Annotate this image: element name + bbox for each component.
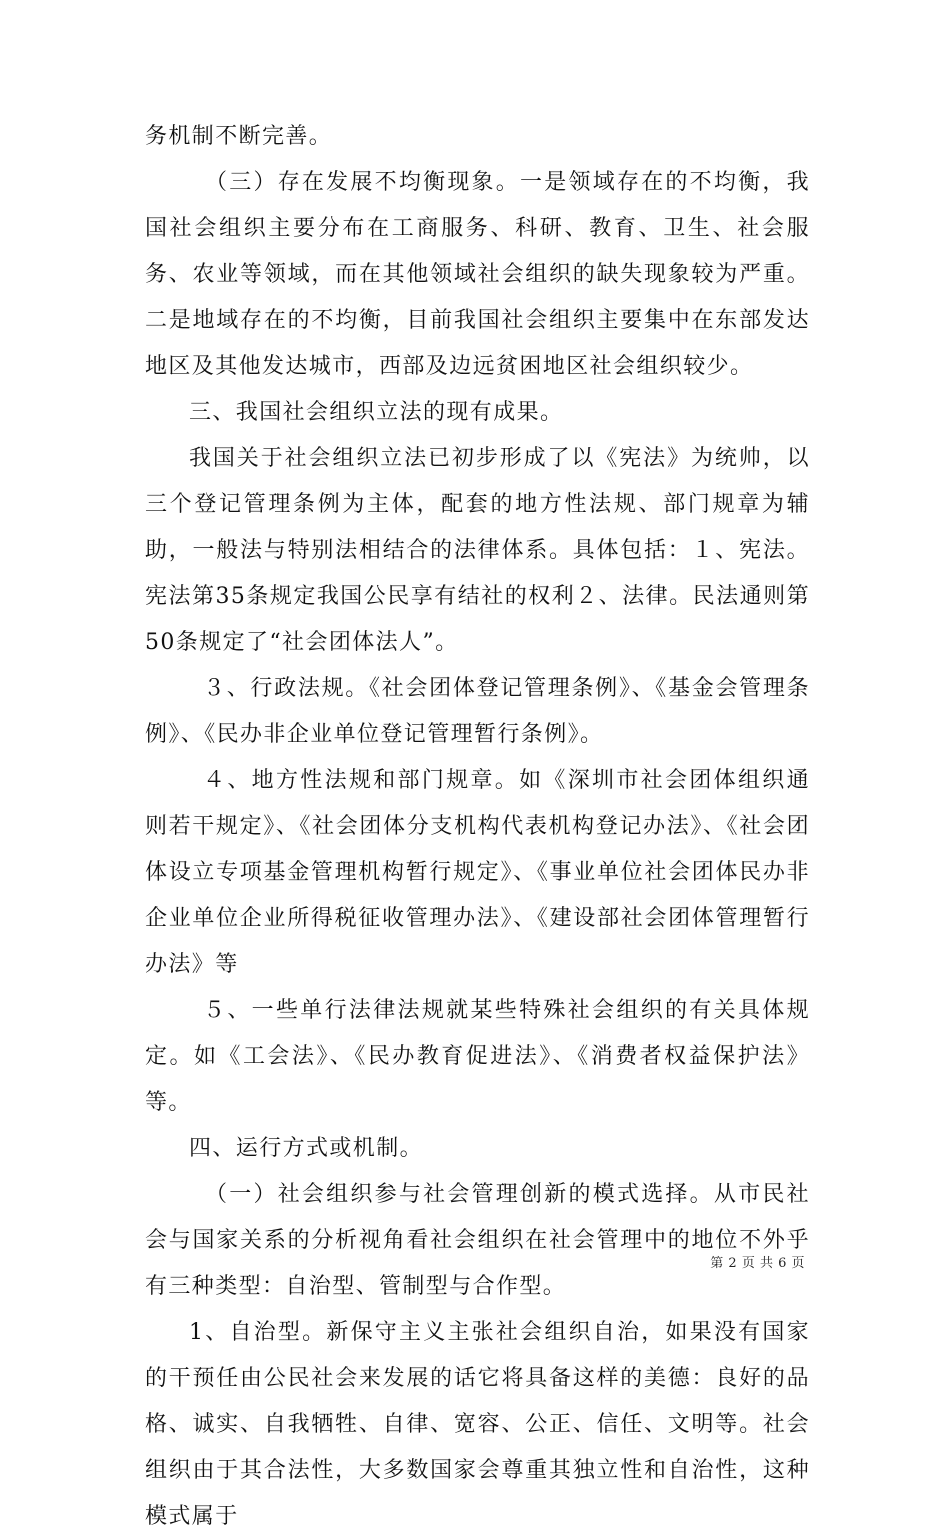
document-body <box>145 114 810 1540</box>
paragraph-local-regulations: ４、地方性法规和部门规章。如《深圳市社会团体组织通则若干规定》、《社会团体分支机构代表机构登记办法》、《社会团体设立专项基金管理机构暂行规定》、《事业单位社会团体民办非企业单位企业所得税征收管理办法》、《建设部社会团体管理暂行办法》等 <box>145 768 810 977</box>
paragraph-imbalance: （三）存在发展不均衡现象。一是领域存在的不均衡，我国社会组织主要分布在工商服务、科研、教育、卫生、社会服务、农业等领域，而在其他领域社会组织的缺失现象较为严重。二是地域存在的不均衡，目前我国社会组织主要集中在东部发达地区及其他发达城市，西部及边远贫困地区社会组织较少。 <box>145 170 810 379</box>
paragraph-administrative-regulations: ３、行政法规。《社会团体登记管理条例》、《基金会管理条例》、《民办非企业单位登记管理暂行条例》。 <box>145 676 810 747</box>
paragraph-mode-selection: （一）社会组织参与社会管理创新的模式选择。从市民社会与国家关系的分析视角看社会组织在社会管理中的地位不外乎有三种类型：自治型、管制型与合作型。 <box>145 1182 810 1299</box>
section-heading-mechanism: 四、运行方式或机制。 <box>189 1136 424 1161</box>
page-number-footer: 第 2 页 共 6 页 <box>710 1256 805 1271</box>
section-heading-legislation: 三、我国社会组织立法的现有成果。 <box>189 400 564 425</box>
paragraph-legal-system: 我国关于社会组织立法已初步形成了以《宪法》为统帅，以三个登记管理条例为主体，配套的地方性法规、部门规章为辅助，一般法与特别法相结合的法律体系。具体包括：１、宪法。宪法第35条规定我国公民享有结社的权利２、法律。民法通则第50条规定了“社会团体法人”。 <box>145 446 810 655</box>
paragraph-autonomy-type: 1、自治型。新保守主义主张社会组织自治，如果没有国家的干预任由公民社会来发展的话它将具备这样的美德：良好的品格、诚实、自我牺牲、自律、宽容、公正、信任、文明等。社会组织由于其合法性，大多数国家会尊重其独立性和自治性，这种模式属于 <box>145 1320 810 1529</box>
paragraph-continuation: 务机制不断完善。 <box>145 124 333 149</box>
paragraph-special-laws: ５、一些单行法律法规就某些特殊社会组织的有关具体规定。如《工会法》、《民办教育促进法》、《消费者权益保护法》等。 <box>145 998 810 1115</box>
